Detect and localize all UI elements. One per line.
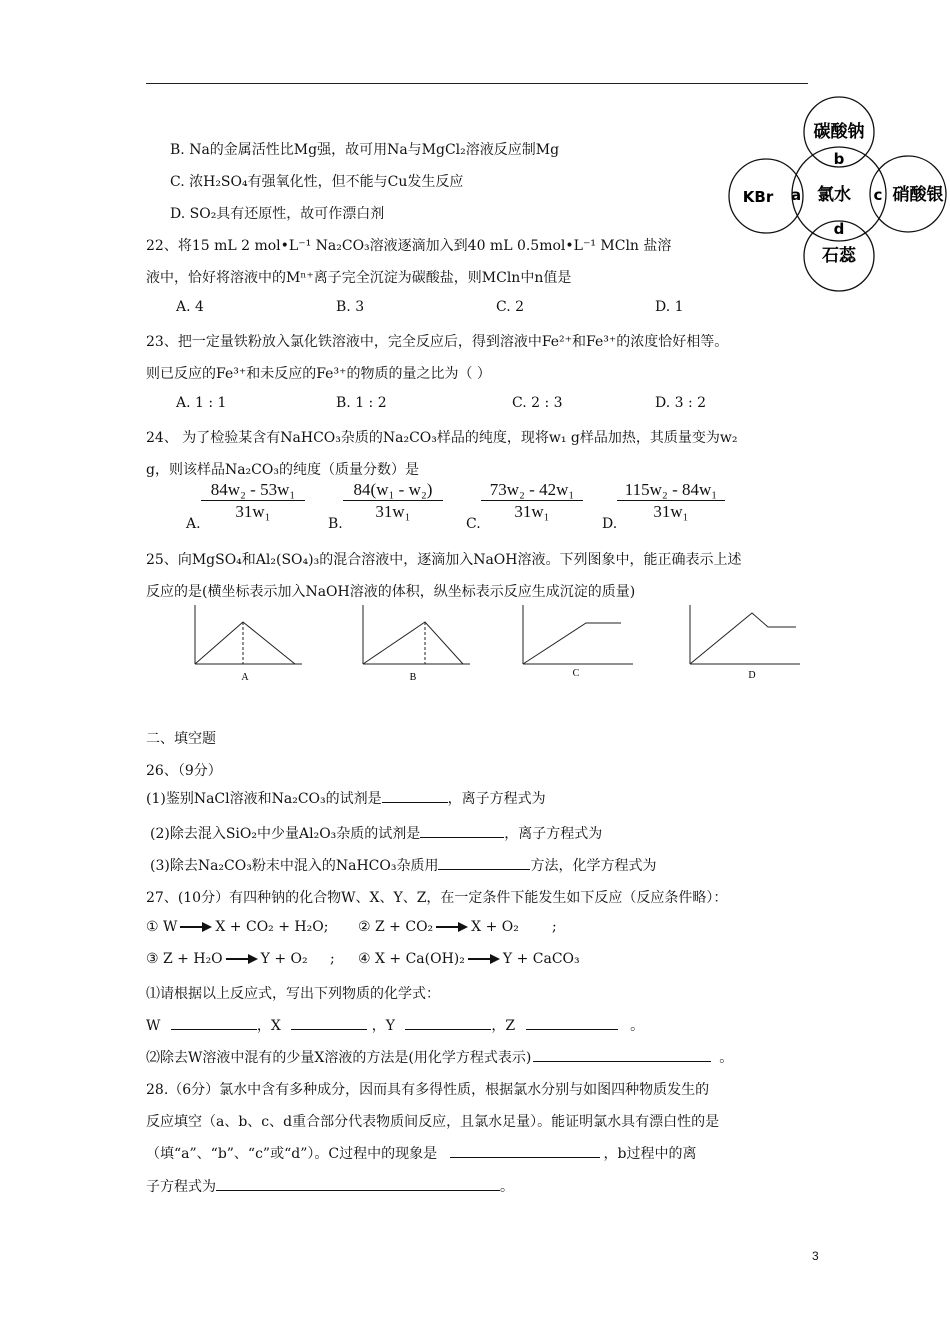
q27-r3-right: Y + O₂ (260, 951, 308, 967)
q27-r1-right: X + CO₂ + H₂O; (215, 919, 329, 935)
arrow-icon (436, 922, 468, 932)
q27-r2-left: ② Z + CO₂ (358, 919, 434, 935)
q23-option-b: B. 1 : 2 (336, 395, 387, 411)
page-number: 3 (812, 1249, 819, 1263)
venn-overlap-b: b (833, 150, 845, 168)
q24-option-a-fraction (201, 480, 305, 522)
graph-c-curve (523, 623, 621, 664)
q23-stem-line1: 23、把一定量铁粉放入氯化铁溶液中，完全反应后，得到溶液中Fe²⁺和Fe³⁺的浓度恰好相等。 (146, 334, 729, 350)
q26-part1-text: (1)鉴别NaCl溶液和Na₂CO₃的试剂是 (146, 791, 382, 807)
q24-option-c-fraction (481, 480, 583, 522)
q27-z-blank[interactable] (526, 1015, 618, 1030)
q27-r3-semicolon: ; (330, 951, 335, 967)
q27-reaction-3 (146, 951, 308, 967)
q26-heading: 26、（9分） (146, 763, 222, 779)
q25-stem-line2: 反应的是(横坐标表示加入NaOH溶液的体积，纵坐标表示反应生成沉淀的质量) (146, 584, 636, 600)
q27-y-blank[interactable] (405, 1015, 491, 1030)
q26-part2-text: (2)除去混入SiO₂中少量Al₂O₃杂质的试剂是 (150, 826, 421, 842)
q22-option-c: C. 2 (496, 299, 525, 315)
q28-phenomenon-blank[interactable] (450, 1143, 600, 1158)
q27-reaction-2 (358, 919, 519, 935)
graph-b-label: B (409, 672, 417, 683)
q24-option-c-denominator: 31w₁ (514, 502, 550, 521)
q27-r2-semicolon: ; (552, 919, 557, 935)
q26-part2-tail: ，离子方程式为 (504, 826, 603, 842)
q28-line4-text: 子方程式为 (146, 1179, 216, 1195)
q27-r2-right: X + O₂ (471, 919, 519, 935)
q26-part1-tail: ，离子方程式为 (447, 791, 546, 807)
q24-option-c-label: C. (466, 516, 481, 532)
venn-overlap-a: a (790, 186, 802, 204)
chlorine-water-venn-diagram (724, 96, 950, 292)
q26-part1 (146, 788, 546, 808)
venn-bottom-label: 石蕊 (822, 246, 856, 266)
q24-stem-line2: g，则该样品Na₂CO₃的纯度（质量分数）是 (146, 462, 419, 478)
q23-option-d: D. 3 : 2 (655, 395, 707, 411)
q27-part2-blank[interactable] (533, 1047, 711, 1062)
q25-stem-line1: 25、向MgSO₄和Al₂(SO₄)₃的混合溶液中，逐滴加入NaOH溶液。下列图象中，能正确表示上述 (146, 552, 742, 568)
q24-option-a-denominator: 31w₁ (235, 502, 271, 521)
q27-z-label: ，Z (491, 1018, 516, 1034)
q28-line3 (146, 1143, 697, 1163)
q27-formula-end: 。 (630, 1018, 645, 1034)
q21-option-c: C. 浓H₂SO₄有强氧化性，但不能与Cu发生反应 (170, 174, 464, 190)
q24-stem-line1: 24、 为了检验某含有NaHCO₃杂质的Na₂CO₃样品的纯度，现将w₁ g样品加热，其质量变为w₂ (146, 430, 738, 446)
q28-line1: 28.（6分）氯水中含有多种成分，因而具有多得性质，根据氯水分别与如图四种物质发生的 (146, 1082, 710, 1098)
q23-option-a: A. 1 : 1 (176, 395, 227, 411)
q24-option-a-numerator: 84w₂ - 53w₁ (201, 480, 305, 501)
q27-part2 (146, 1047, 733, 1067)
q27-r4-left: ④ X + Ca(OH)₂ (358, 951, 465, 967)
q28-line2: 反应填空（a、b、c、d重合部分代表物质间反应，且氯水足量）。能证明氯水具有漂白性的是 (146, 1114, 720, 1130)
graph-a-curve (195, 622, 295, 664)
q26-part2 (150, 823, 602, 843)
q27-part2-end: 。 (719, 1050, 734, 1066)
q24-option-c-numerator: 73w₂ - 42w₁ (481, 480, 583, 501)
q28-line3-text: （填“a”、“b”、“c”或“d”）。C过程中的现象是 (146, 1146, 438, 1162)
q22-option-a: A. 4 (176, 299, 204, 315)
section-2-heading: 二、填空题 (146, 731, 216, 747)
arrow-icon (468, 954, 500, 964)
q27-heading: 27、(10分）有四种钠的化合物W、X、Y、Z，在一定条件下能发生如下反应（反应条件略）： (146, 890, 728, 906)
venn-overlap-d: d (833, 220, 845, 238)
q24-option-b-denominator: 31w₁ (375, 502, 411, 521)
graph-d-curve (690, 613, 796, 664)
venn-overlap-c: c (873, 186, 883, 204)
q28-line3-tail: ，b过程中的离 (603, 1146, 697, 1162)
q24-option-b-label: B. (328, 516, 343, 532)
q27-formula-line (146, 1015, 644, 1035)
venn-center-label: 氯水 (817, 185, 851, 205)
venn-top-label: 碳酸钠 (813, 122, 865, 142)
q26-part1-blank[interactable] (382, 788, 448, 803)
q21-option-b: B. Na的金属活性比Mg强，故可用Na与MgCl₂溶液反应制Mg (170, 142, 560, 158)
q26-part3-blank[interactable] (438, 855, 530, 870)
q25-graph-a (186, 603, 306, 685)
header-rule (146, 83, 808, 84)
q24-option-d-label: D. (602, 516, 618, 532)
q27-reaction-1 (146, 919, 328, 935)
q26-part2-blank[interactable] (420, 823, 504, 838)
q22-stem-line2: 液中，恰好将溶液中的Mⁿ⁺离子完全沉淀为碳酸盐，则MCln中n值是 (146, 270, 572, 286)
q27-y-label: ，Y (371, 1018, 395, 1034)
q27-r3-left: ③ Z + H₂O (146, 951, 223, 967)
q23-stem-line2: 则已反应的Fe³⁺和未反应的Fe³⁺的物质的量之比为（ ） (146, 366, 491, 382)
graph-d-label: D (748, 670, 756, 681)
q24-option-a-label: A. (186, 516, 201, 532)
q24-option-d-numerator: 115w₂ - 84w₁ (617, 480, 725, 501)
q26-part3-tail: 方法，化学方程式为 (530, 858, 657, 874)
q22-option-b: B. 3 (336, 299, 365, 315)
q27-w-label: W (146, 1018, 161, 1034)
q22-stem-line1: 22、将15 mL 2 mol•L⁻¹ Na₂CO₃溶液逐滴加入到40 mL 0.5mol•L⁻¹ MCln 盐溶 (146, 238, 672, 254)
q23-option-c: C. 2 : 3 (512, 395, 563, 411)
graph-b-curve (363, 622, 463, 664)
q24-option-d-denominator: 31w₁ (653, 502, 689, 521)
q24-option-b-fraction (343, 480, 443, 522)
q26-part3-text: (3)除去Na₂CO₃粉末中混入的NaHCO₃杂质用 (150, 858, 439, 874)
q27-x-label: ，X (256, 1018, 281, 1034)
q21-option-d: D. SO₂具有还原性，故可作漂白剂 (170, 206, 385, 222)
arrow-icon (226, 954, 258, 964)
graph-a-label: A (241, 672, 249, 683)
q27-w-blank[interactable] (171, 1015, 257, 1030)
q27-r4-right: Y + CaCO₃ (502, 951, 580, 967)
arrow-icon (180, 922, 212, 932)
q27-reaction-4 (358, 951, 580, 967)
q25-graph-c (519, 603, 639, 685)
q26-part3 (150, 855, 656, 875)
graph-c-label: C (572, 668, 580, 679)
q22-option-d: D. 1 (655, 299, 684, 315)
q27-x-blank[interactable] (291, 1015, 367, 1030)
q25-graph-b (354, 603, 474, 685)
q27-r1-left: ① W (146, 919, 178, 935)
q28-line4 (146, 1176, 514, 1196)
q27-part1: ⑴请根据以上反应式，写出下列物质的化学式： (146, 986, 440, 1002)
q27-part2-text: ⑵除去W溶液中混有的少量X溶液的方法是(用化学方程式表示) (146, 1050, 532, 1066)
q28-line4-end: 。 (500, 1179, 514, 1195)
q24-option-d-fraction (617, 480, 725, 522)
venn-right-label: 硝酸银 (892, 185, 944, 205)
q28-ionic-equation-blank[interactable] (216, 1176, 500, 1191)
q25-graph-d (686, 603, 806, 685)
q24-option-b-numerator: 84(w₁ - w₂) (343, 480, 443, 501)
venn-left-label: KBr (742, 188, 774, 206)
